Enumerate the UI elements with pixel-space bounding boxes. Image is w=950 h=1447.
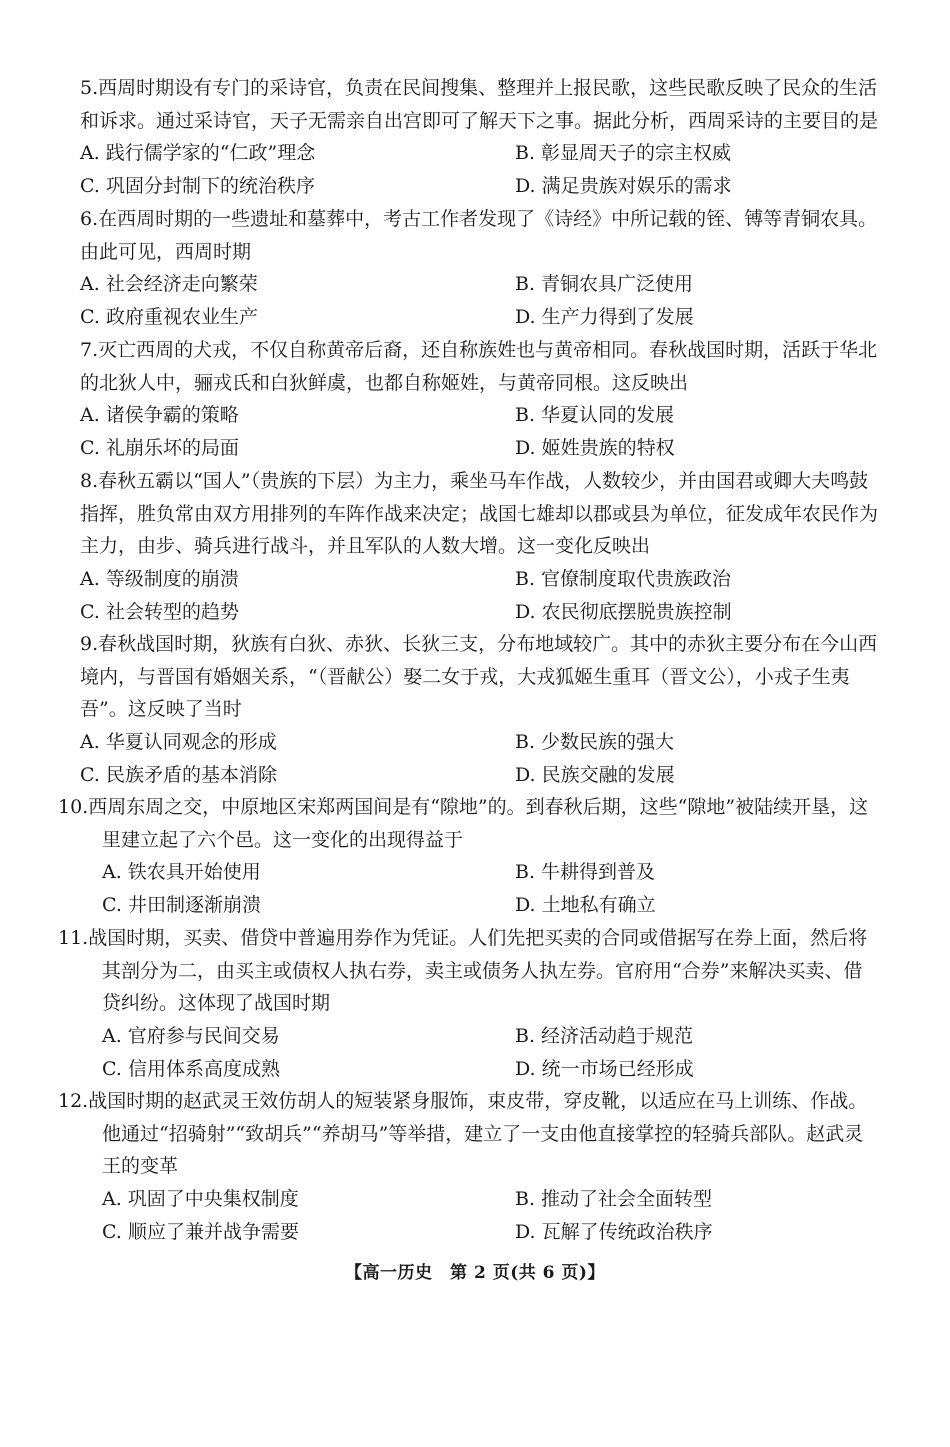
option-b: B. 经济活动趋于规范: [515, 1025, 694, 1048]
question-6: [80, 203, 880, 334]
options: [80, 268, 880, 333]
option-c: C. 政府重视农业生产: [80, 306, 258, 329]
question-12: [58, 1085, 880, 1249]
options: [80, 563, 880, 628]
page-footer: 【高一历史 第 2 页(共 6 页)】: [345, 1263, 605, 1283]
options: [80, 137, 880, 202]
question-5: [80, 72, 880, 203]
question-stem: 灭亡西周的犬戎，不仅自称黄帝后裔，还自称族姓也与黄帝相同。春秋战国时期，活跃于华北的北狄人中，骊戎氏和白狄鲜虞，也都自称姬姓，与黄帝同根。这反映出: [80, 339, 878, 394]
question-stem: 在西周时期的一些遗址和墓葬中，考古工作者发现了《诗经》中所记载的铚、镈等青铜农具。由此可见，西周时期: [80, 208, 878, 263]
option-a: A. 践行儒学家的“仁政”理念: [80, 142, 316, 165]
option-d: D. 生产力得到了发展: [515, 306, 694, 329]
question-number: 8.: [80, 470, 99, 492]
question-9: [80, 628, 880, 792]
option-b: B. 华夏认同的发展: [515, 404, 675, 427]
question-11: [58, 922, 880, 1086]
options: [80, 726, 880, 791]
question-stem: 战国时期的赵武灵王效仿胡人的短装紧身服饰，束皮带，穿皮靴，以适应在马上训练、作战。他通过“招骑射”“致胡兵”“养胡马”等举措，建立了一支由他直接掌控的轻骑兵部队。赵武灵王的变革: [88, 1090, 868, 1178]
option-d: D. 姬姓贵族的特权: [515, 437, 675, 460]
option-c: C. 礼崩乐坏的局面: [80, 437, 239, 460]
question-number: 7.: [80, 339, 99, 361]
option-a: A. 铁农具开始使用: [102, 861, 261, 884]
question-8: [80, 465, 880, 629]
option-b: B. 青铜农具广泛使用: [515, 273, 694, 296]
question-10: [58, 791, 880, 922]
option-b: B. 牛耕得到普及: [515, 861, 656, 884]
option-c: C. 社会转型的趋势: [80, 600, 239, 623]
question-number: 11.: [58, 927, 89, 949]
option-d: D. 民族交融的发展: [515, 763, 675, 786]
question-number: 5.: [80, 77, 99, 99]
option-c: C. 顺应了兼并战争需要: [102, 1220, 299, 1243]
option-b: B. 推动了社会全面转型: [515, 1188, 713, 1211]
option-a: A. 华夏认同观念的形成: [80, 731, 277, 754]
option-b: B. 官僚制度取代贵族政治: [515, 568, 732, 591]
option-b: B. 少数民族的强大: [515, 731, 675, 754]
question-stem: 战国时期，买卖、借贷中普遍用券作为凭证。人们先把买卖的合同或借据写在券上面，然后将其剖分为二，由买主或债权人执右券，卖主或债务人执左券。官府用“合券”来解决买卖、借贷纠纷。这体现了战国时期: [88, 927, 868, 1015]
options: [80, 856, 880, 921]
option-c: C. 信用体系高度成熟: [102, 1057, 280, 1080]
question-7: [80, 334, 880, 465]
option-c: C. 巩固分封制下的统治秩序: [80, 175, 315, 198]
question-stem: 西周时期设有专门的采诗官，负责在民间搜集、整理并上报民歌，这些民歌反映了民众的生活和诉求。通过采诗官，天子无需亲自出宫即可了解天下之事。据此分析，西周采诗的主要目的是: [80, 77, 879, 132]
options: [80, 1020, 880, 1085]
option-d: D. 满足贵族对娱乐的需求: [515, 175, 732, 198]
option-a: A. 官府参与民间交易: [102, 1025, 280, 1048]
option-a: A. 等级制度的崩溃: [80, 568, 239, 591]
option-b: B. 彰显周天子的宗主权威: [515, 142, 732, 165]
question-stem: 春秋战国时期，狄族有白狄、赤狄、长狄三支，分布地域较广。其中的赤狄主要分布在今山西境内，与晋国有婚姻关系，“（晋献公）娶二女于戎，大戎狐姬生重耳（晋文公），小戎子生夷吾”。这反映了当时: [80, 633, 878, 721]
option-c: C. 井田制逐渐崩溃: [102, 894, 261, 917]
question-number: 6.: [80, 208, 99, 230]
question-number: 9.: [80, 633, 99, 655]
question-stem: 西周东周之交，中原地区宋郑两国间是有“隙地”的。到春秋后期，这些“隙地”被陆续开垦，这里建立起了六个邑。这一变化的出现得益于: [88, 796, 869, 851]
option-c: C. 民族矛盾的基本消除: [80, 763, 277, 786]
option-a: A. 社会经济走向繁荣: [80, 273, 258, 296]
option-d: D. 统一市场已经形成: [515, 1057, 694, 1080]
option-a: A. 巩固了中央集权制度: [102, 1188, 299, 1211]
question-stem: 春秋五霸以“国人”（贵族的下层）为主力，乘坐马车作战，人数较少，并由国君或卿大夫鸣鼓指挥，胜负常由双方用排列的车阵作战来决定；战国七雄却以郡或县为单位，征发成年农民作为主力，由步、骑兵进行战斗，并且军队的人数大增。这一变化反映出: [80, 470, 879, 558]
option-a: A. 诸侯争霸的策略: [80, 404, 239, 427]
question-number: 12.: [58, 1090, 89, 1112]
option-d: D. 农民彻底摆脱贵族控制: [515, 600, 732, 623]
options: [80, 399, 880, 464]
option-d: D. 瓦解了传统政治秩序: [515, 1220, 713, 1243]
question-number: 10.: [58, 796, 89, 818]
option-d: D. 土地私有确立: [515, 894, 656, 917]
options: [80, 1183, 880, 1248]
